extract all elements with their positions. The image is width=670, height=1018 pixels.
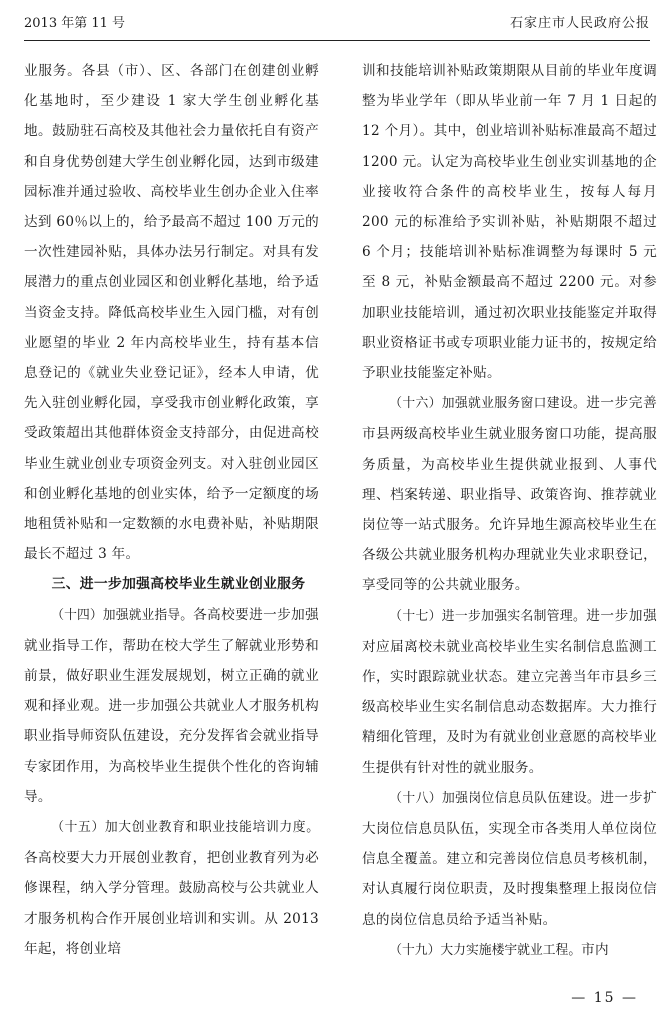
paragraph-16 bbox=[362, 388, 657, 600]
paragraph-19-title: （十九）大力实施楼宇就业工程。 bbox=[389, 942, 582, 958]
paragraph-17 bbox=[362, 601, 657, 783]
paragraph-18-body: 进一步扩大岗位信息员队伍，实现全市各类用人单位岗位信息全覆盖。建立和完善岗位信息员考核机制，对认真履行岗位职责，及时搜集整理上报岗位信息的岗位信息员给予适当补贴。 bbox=[362, 789, 658, 928]
paragraph-15-continued: 训和技能培训补贴政策期限从目前的毕业年度调整为毕业学年（即从毕业前一年 7 月 1 日起的 12 个月）。其中，创业培训补贴标准最高不超过 1200 元。认定为高校毕业生创业实训基地的企业接收符合条件的高校毕业生，按每人每月 200 元的标准给予实训补贴，补贴期限不超过 6 个月；技能培训补贴标准调整为每课时 5 元至 8 元，补贴金额最高不超过 2200 元。对参加职业技能培训，通过初次职业技能鉴定并取得职业资格证书或专项职业能力证书的，按规定给予职业技能鉴定补贴。 bbox=[362, 63, 657, 382]
paragraph-17-body: 进一步加强对应届离校未就业高校毕业生实名制信息监测工作，实时跟踪就业状态。建立完善当年市县乡三级高校毕业生实名制信息动态数据库。大力推行精细化管理，及时为有就业创业意愿的高校毕业生提供有针对性的就业服务。 bbox=[362, 607, 658, 776]
section-3-heading: 三、进一步加强高校毕业生就业创业服务 bbox=[51, 576, 306, 593]
page-header bbox=[24, 10, 650, 41]
paragraph-14 bbox=[24, 600, 319, 812]
paragraph-18 bbox=[362, 783, 657, 935]
publication-title: 石家庄市人民政府公报 bbox=[509, 16, 650, 31]
paragraph-19 bbox=[362, 935, 657, 966]
page-number: — 15 — bbox=[571, 990, 638, 1006]
issue-label: 2013 年第 11 号 bbox=[24, 16, 126, 31]
paragraph-17-title: （十七）进一步加强实名制管理。 bbox=[389, 608, 587, 624]
paragraph-creation-incubation: 业服务。各县（市）、区、各部门在创建创业孵化基地时，至少建设 1 家大学生创业孵化基地。鼓励驻石高校及其他社会力量依托自有资产和自身优势创建大学生创业孵化园，达到市级建园标准并通过验收、高校毕业生创办企业入住率达到 60％以上的，给予最高不超过 100 万元的一次性建园补贴，具体办法另行制定。对具有发展潜力的重点创业园区和创业孵化基地，给予适当资金支持。降低高校毕业生入园门槛，对有创业愿望的毕业 2 年内高校毕业生，持有基本信息登记的《就业失业登记证》，经本人申请，优先入驻创业孵化园，享受我市创业孵化政策，享受政策超出其他群体资金支持部分，由促进高校毕业生就业创业专项资金列支。对入驻创业园区和创业孵化基地的创业实体，给予一定额度的场地租赁补贴和一定数额的水电费补贴，补贴期限最长不超过 3 年。 bbox=[24, 63, 319, 563]
paragraph-14-title: （十四）加强就业指导。 bbox=[51, 607, 194, 623]
paragraph-19-body: 市内 bbox=[581, 941, 609, 958]
paragraph-15 bbox=[24, 812, 319, 964]
paragraph-14-body: 各高校要进一步加强就业指导工作，帮助在校大学生了解就业形势和前景，做好职业生涯发展规划，树立正确的就业观和择业观。进一步加强公共就业人才服务机构职业指导师资队伍建设，充分发挥省会就业指导专家团作用，为高校毕业生提供个性化的咨询辅导。 bbox=[24, 606, 320, 805]
paragraph-18-title: （十八）加强岗位信息员队伍建设。 bbox=[389, 790, 601, 806]
paragraph-16-title: （十六）加强就业服务窗口建设。 bbox=[389, 396, 587, 412]
paragraph-15-body: 各高校要大力开展创业教育，把创业教育列为必修课程，纳入学分管理。鼓励高校与公共就业人才服务机构合作开展创业培训和实训。从 2013 年起，将创业培 bbox=[24, 850, 319, 957]
paragraph-15-title: （十五）加大创业教育和职业技能培训力度。 bbox=[51, 820, 319, 836]
left-column bbox=[24, 56, 319, 964]
paragraph-16-body: 进一步完善市县两级高校毕业生就业服务窗口功能，提高服务质量，为高校毕业生提供就业报到、人事代理、档案转递、职业指导、政策咨询、推荐就业岗位等一站式服务。允许异地生源高校毕业生在各级公共就业服务机构办理就业失业求职登记，享受同等的公共就业服务。 bbox=[362, 395, 658, 594]
right-column bbox=[362, 56, 657, 966]
